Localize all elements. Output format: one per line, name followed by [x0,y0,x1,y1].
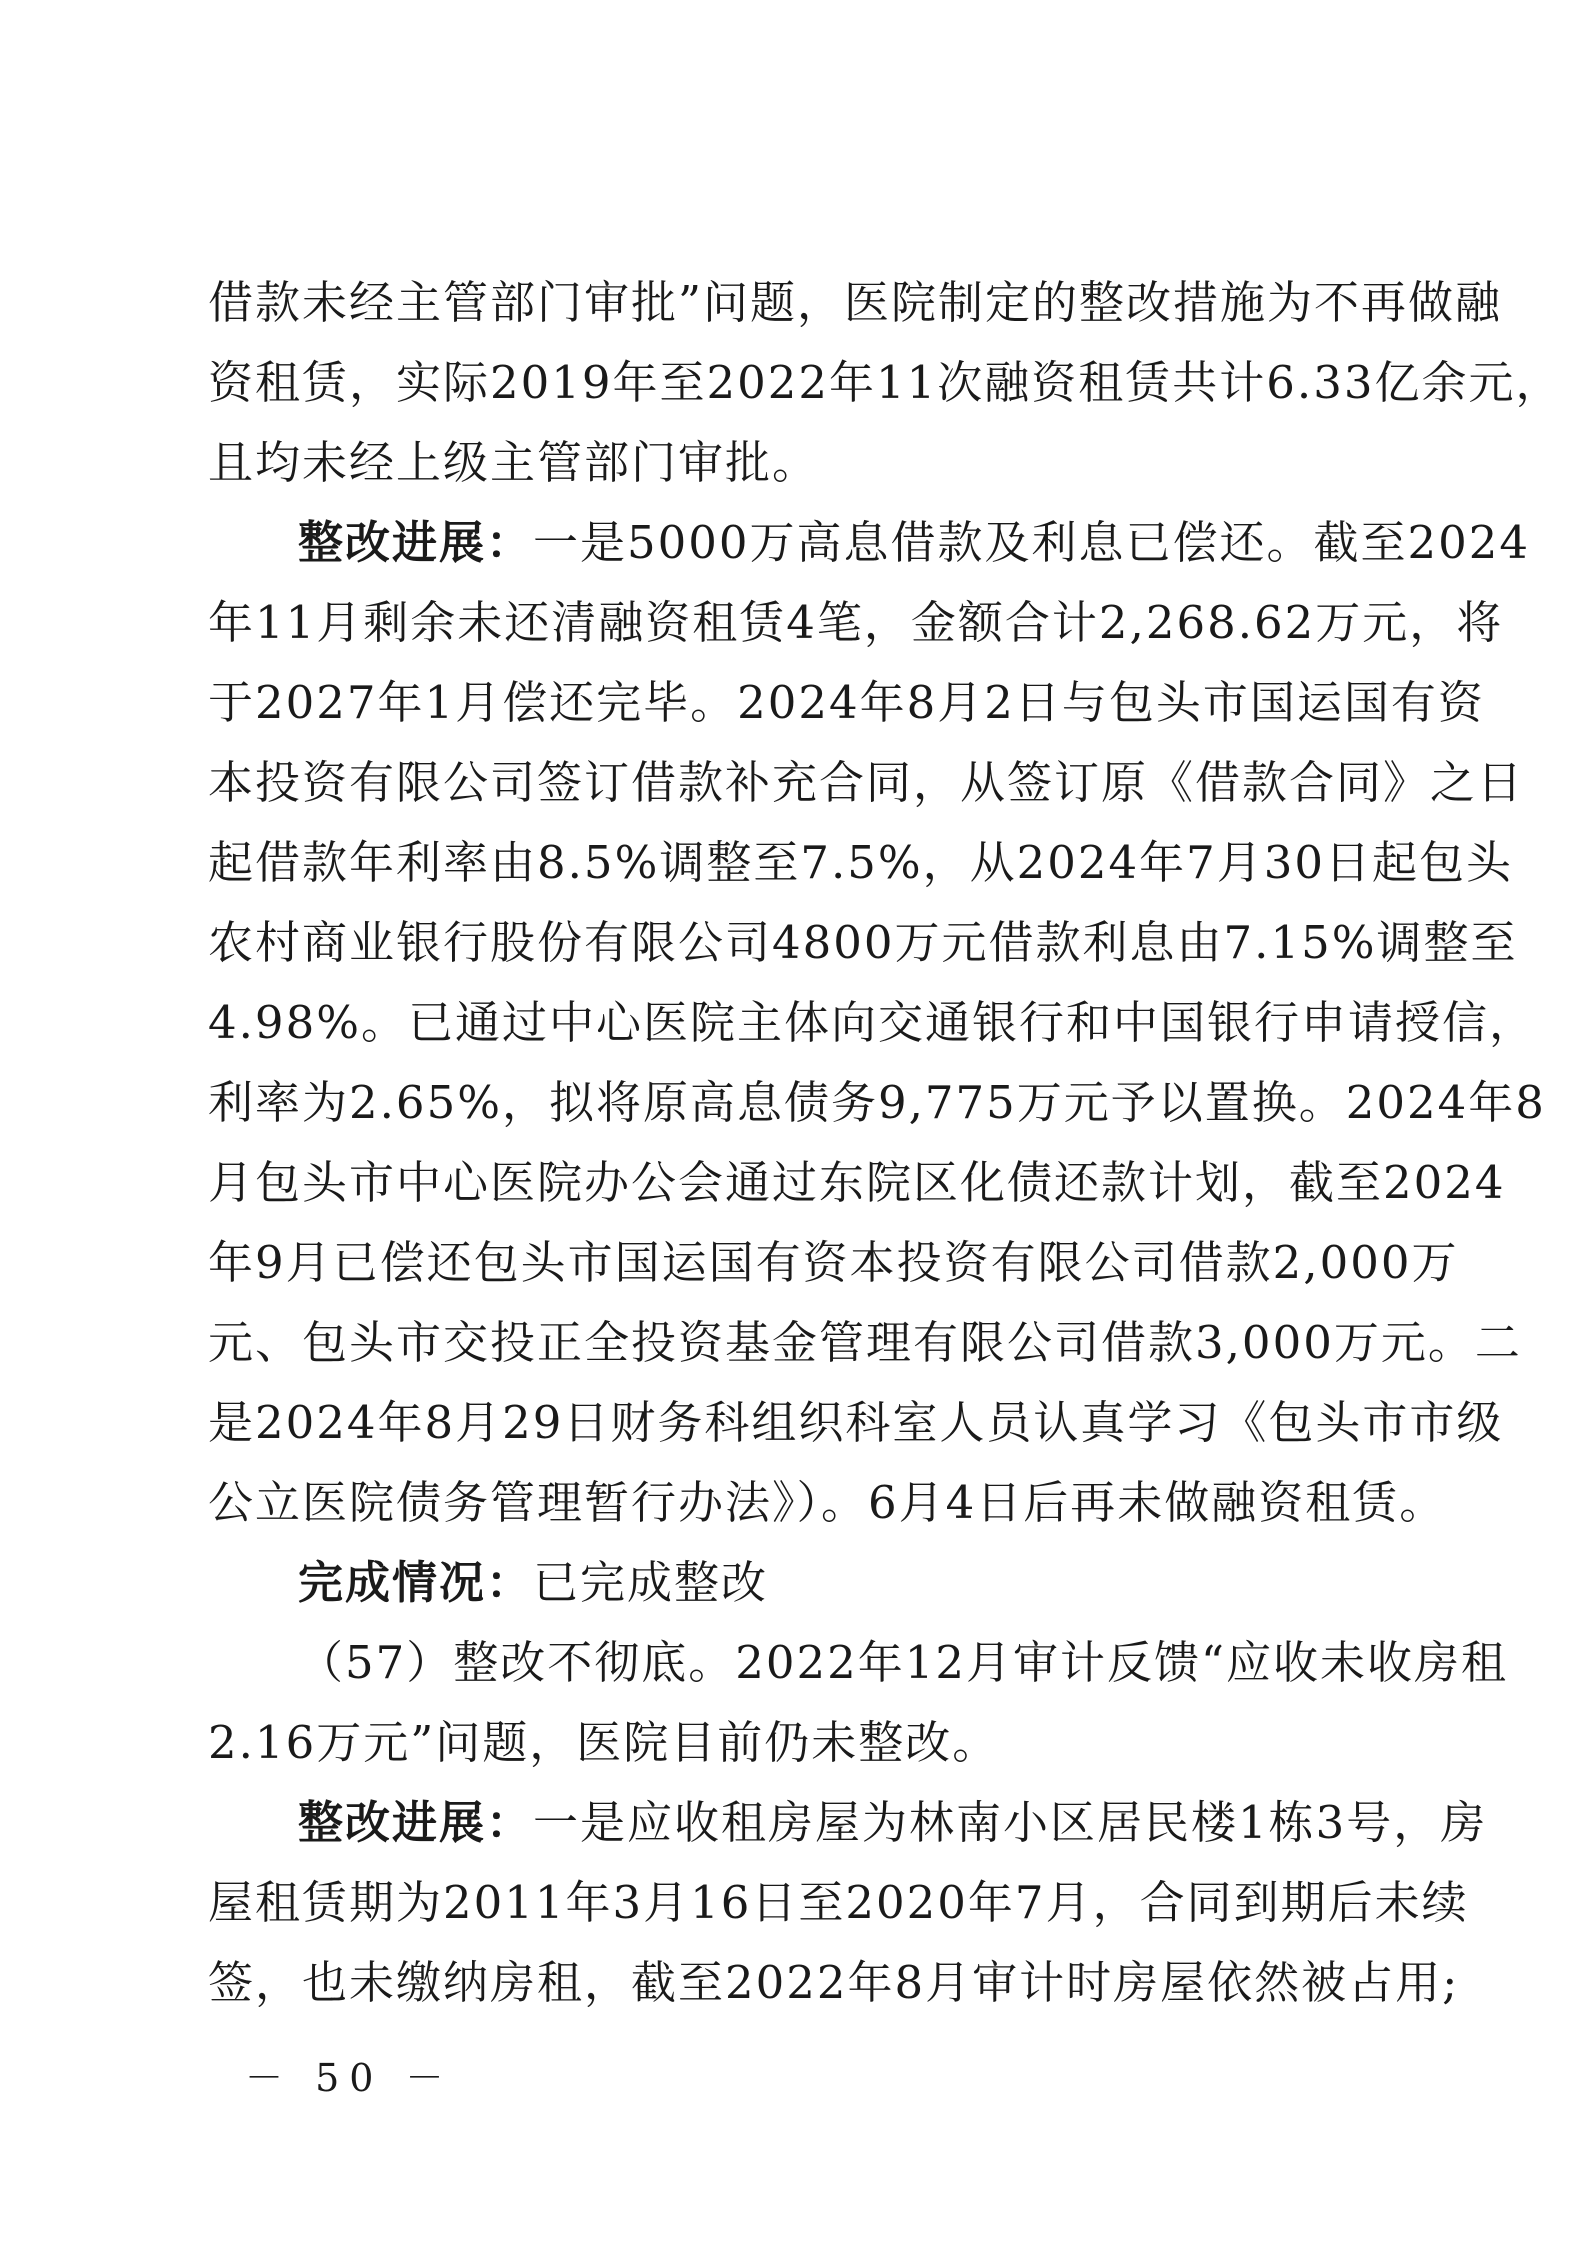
paragraph-first-line: （57）整改不彻底。2022年12月审计反馈“应收未收房租 [298,1636,1509,1689]
body-text-line: 是2024年8月29日财务科组织科室人员认真学习《包头市市级 [208,1396,1504,1449]
body-text-line: 元、包头市交投正全投资基金管理有限公司借款3,000万元。二 [208,1316,1522,1369]
body-text-line: 起借款年利率由8.5%调整至7.5%，从2024年7月30日起包头 [208,836,1514,889]
page-number: － 50 － [245,2056,454,2100]
body-text-line: 且均未经上级主管部门审批。 [208,436,820,489]
section-heading: 完成情况： [298,1556,534,1609]
body-text-line: 年9月已偿还包头市国运国有资本投资有限公司借款2,000万 [208,1236,1459,1289]
body-text-line: 本投资有限公司签订借款补充合同，从签订原《借款合同》之日 [208,756,1525,809]
body-text-line: 月包头市中心医院办公会通过东院区化债还款计划，截至2024 [208,1156,1506,1209]
body-text: 已完成整改 [533,1556,769,1609]
body-text: 一是5000万高息借款及利息已偿还。截至2024 [533,516,1531,569]
body-text-line: 屋租赁期为2011年3月16日至2020年7月，合同到期后未续 [208,1876,1469,1929]
body-text-line: 于2027年1月偿还完毕。2024年8月2日与包头市国运国有资 [208,676,1485,729]
body-text-line: 资租赁，实际2019年至2022年11次融资租赁共计6.33亿余元， [208,356,1563,409]
body-text-line: 2.16万元”问题，医院目前仍未整改。 [208,1716,1000,1769]
body-text-line: 农村商业银行股份有限公司4800万元借款利息由7.15%调整至 [208,916,1518,969]
body-text-line: 公立医院债务管理暂行办法》）。6月4日后再未做融资租赁。 [208,1476,1447,1529]
body-text-line: 4.98%。已通过中心医院主体向交通银行和中国银行申请授信， [208,996,1536,1049]
section-heading: 整改进展： [298,1796,534,1849]
body-text-line: 年11月剩余未还清融资租赁4笔，金额合计2,268.62万元，将 [208,596,1504,649]
body-text-line: 签，也未缴纳房租，截至2022年8月审计时房屋依然被占用; [208,1956,1460,2009]
paragraph-first-line [298,1783,1488,1863]
paragraph-first-line [298,1543,1383,1623]
body-text-line: 借款未经主管部门审批”问题，医院制定的整改措施为不再做融 [208,276,1503,329]
body-text-line: 利率为2.65%，拟将原高息债务9,775万元予以置换。2024年8 [208,1076,1546,1129]
body-text: 一是应收租房屋为林南小区居民楼1栋3号，房 [533,1796,1488,1849]
section-heading: 整改进展： [298,516,534,569]
paragraph-first-line [298,503,1531,583]
